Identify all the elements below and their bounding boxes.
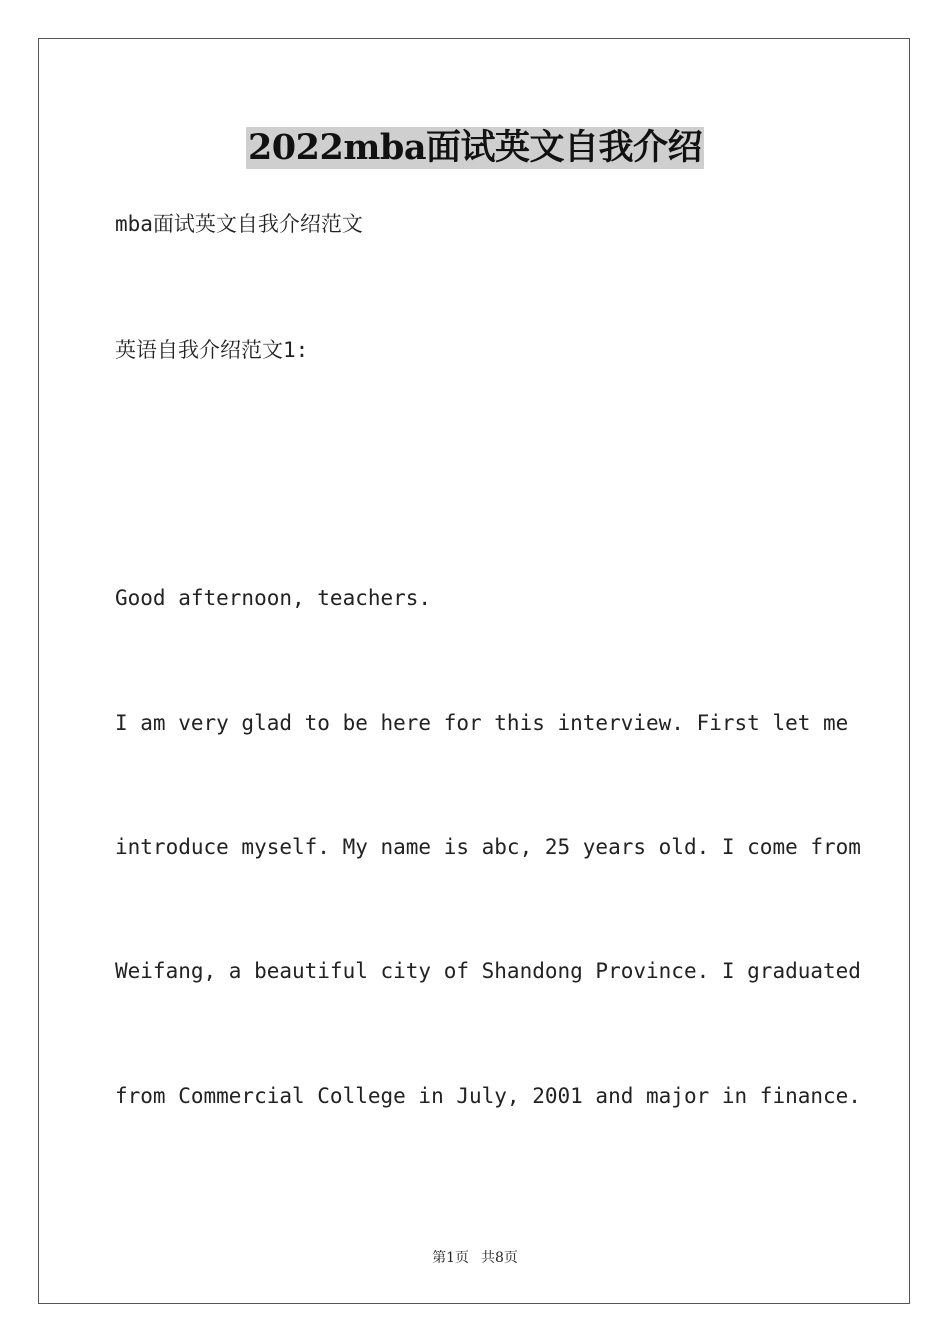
paragraph-line-1: I am very glad to be here for this interview. First let me (115, 711, 849, 735)
page-footer (0, 1247, 950, 1267)
paragraph-line-2: introduce myself. My name is abc, 25 years old. I come from (115, 835, 861, 859)
paragraph-line-3: Weifang, a beautiful city of Shandong Province. I graduated (115, 959, 861, 983)
paragraph-line-4: from Commercial College in July, 2001 and major in finance. (115, 1084, 861, 1108)
title-container (0, 127, 950, 169)
document-subtitle: mba面试英文自我介绍范文 (115, 212, 363, 236)
greeting-line: Good afternoon, teachers. (115, 586, 432, 610)
page-total: 共8页 (481, 1250, 518, 1266)
page-number: 第1页 (432, 1250, 469, 1266)
section-heading: 英语自我介绍范文1: (115, 338, 309, 362)
document-title: 2022mba面试英文自我介绍 (247, 127, 703, 168)
